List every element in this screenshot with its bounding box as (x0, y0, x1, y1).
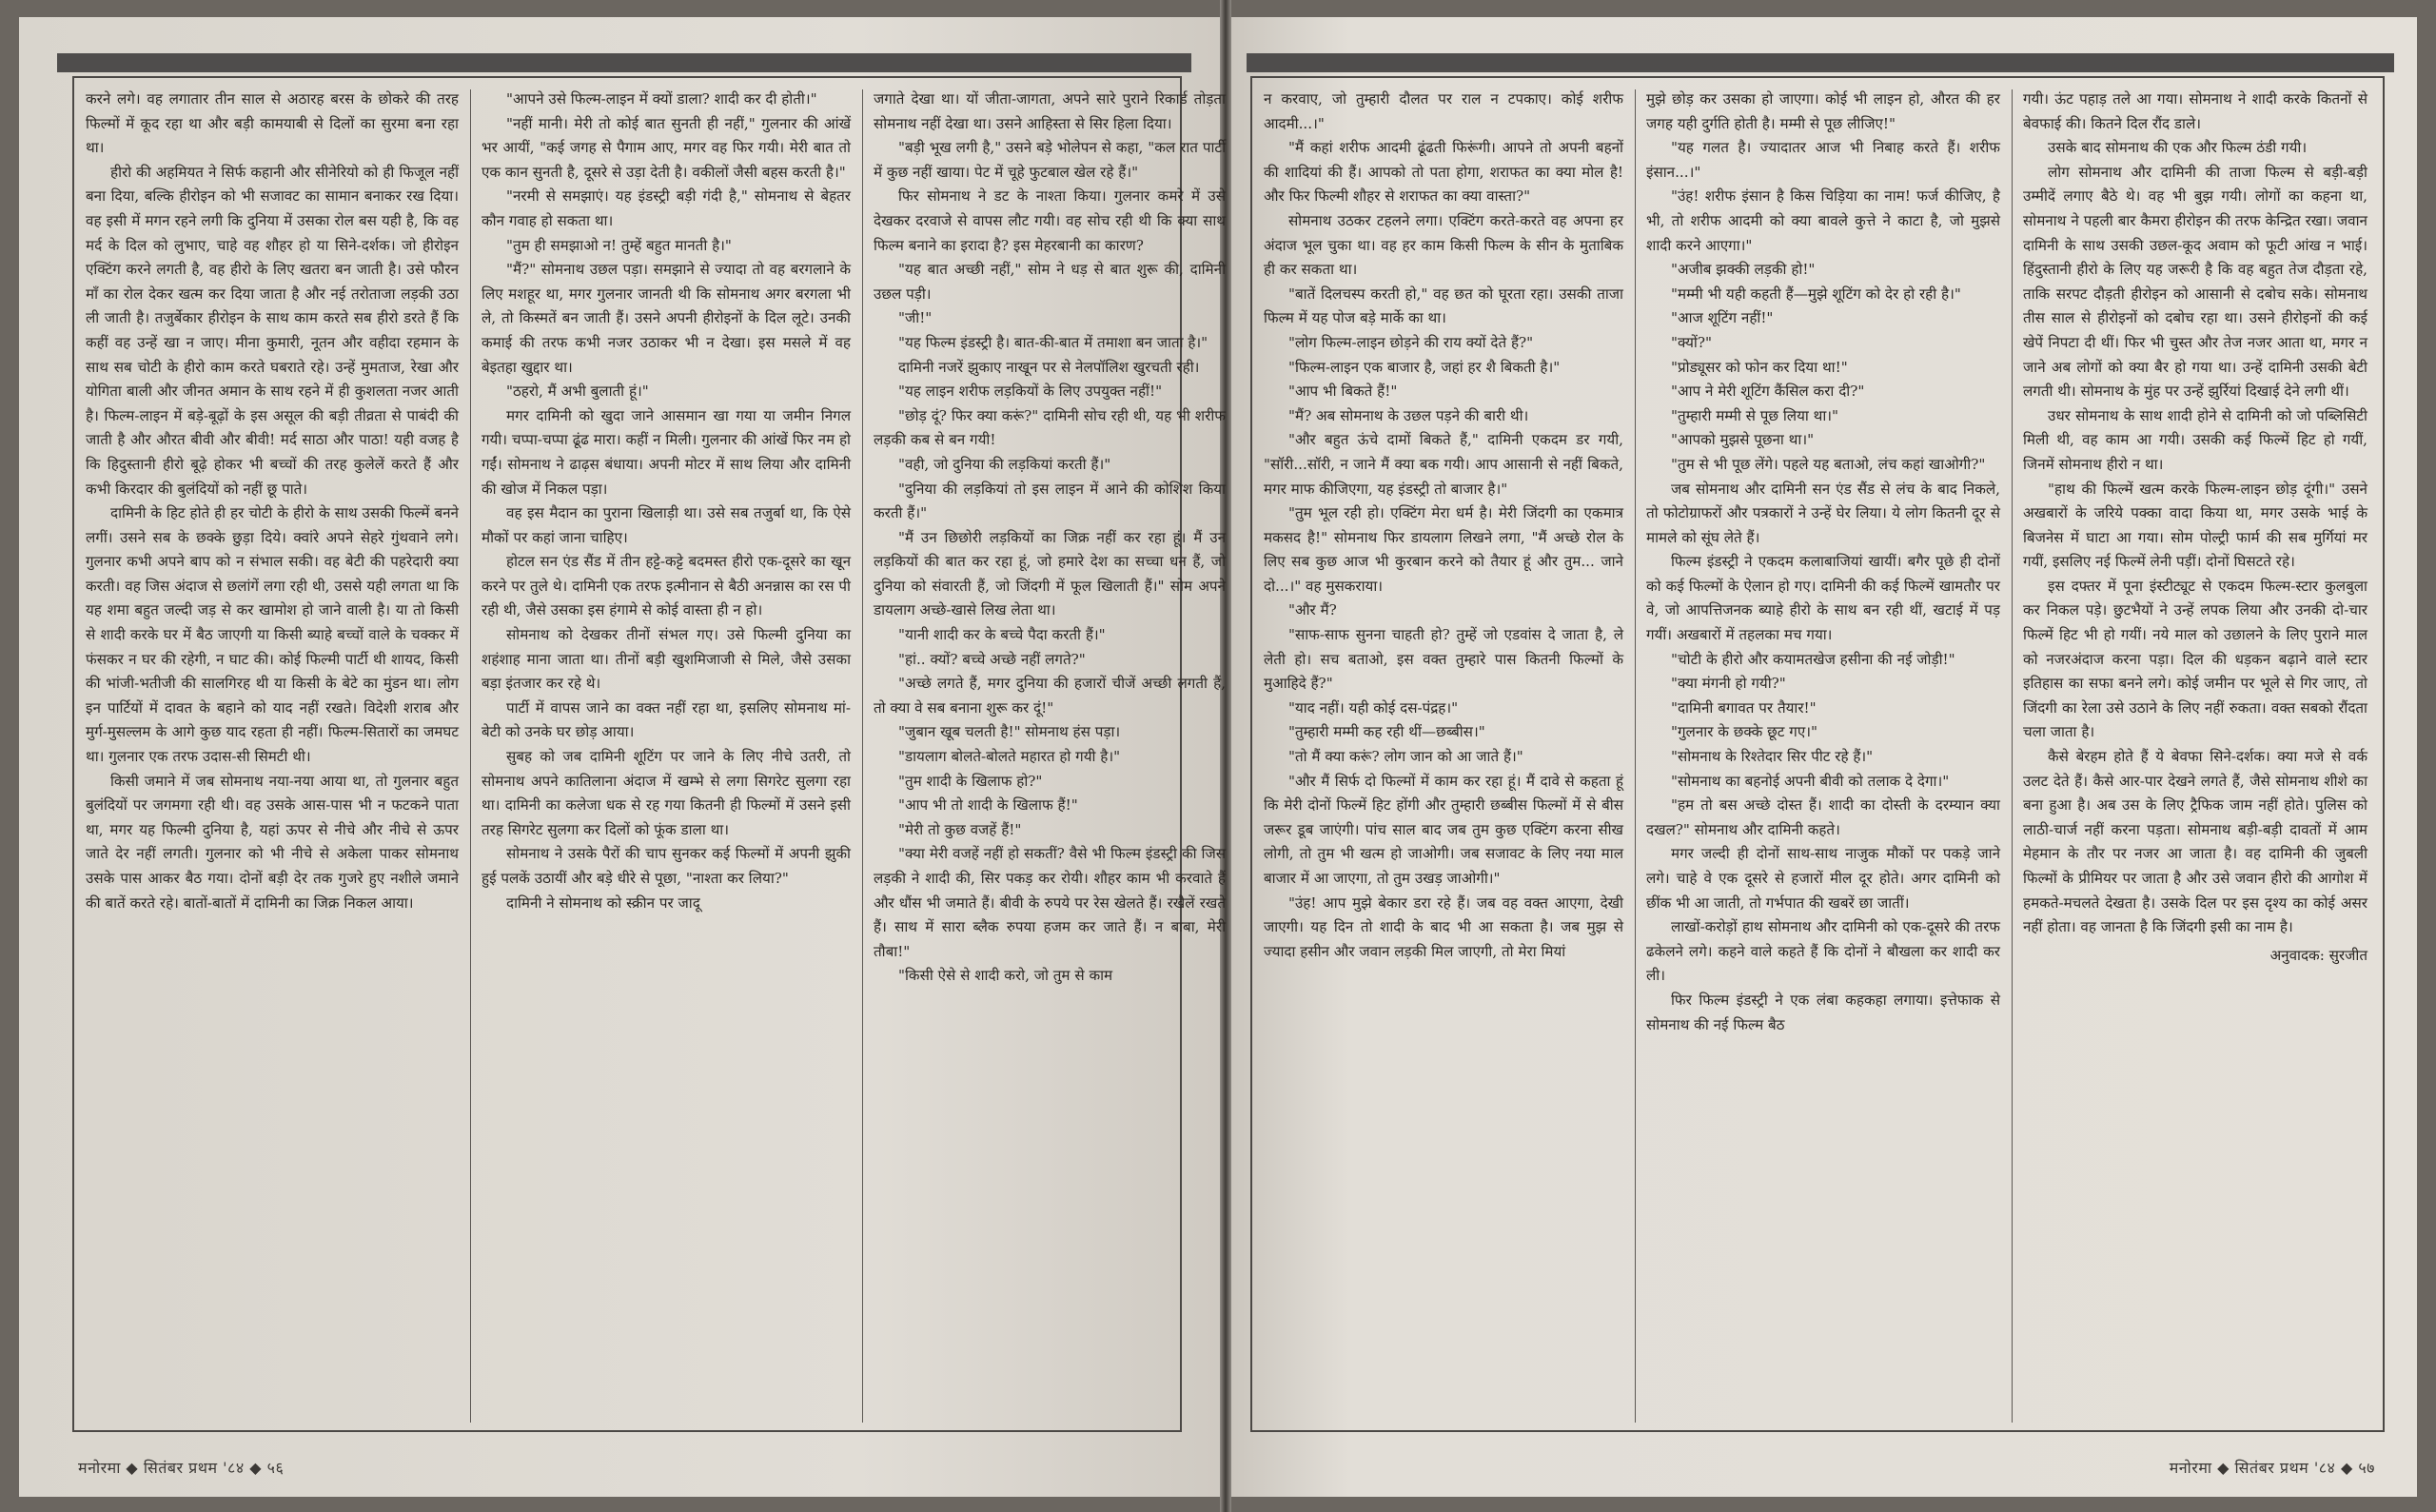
paragraph: जगाते देखा था। यों जीता-जागता, अपने सारे पुराने रिकार्ड तोड़ता सोमनाथ नहीं देखा था। उसने आहिस्ता से सिर हिला दिया। (874, 90, 1226, 132)
left-column-2 (481, 88, 851, 1424)
paragraph: "मैं कहां शरीफ आदमी ढूंढती फिरूंगी। आपने तो अपनी बहनों की शादियां की हैं। आपको तो पता होगा, शराफत का क्या मोल है! और फिर फिल्मी शौहर से शराफत का क्या वास्ता?" (1264, 139, 1623, 206)
paragraph: कैसे बेरहम होते हैं ये बेवफा सिने-दर्शक। क्या मजे से वर्क उलट देते हैं। कैसे आर-पार देखने लगते हैं, जैसे सोमनाथ शीशे का बना हुआ है। अब उस के लिए ट्रैफिक जाम नहीं होते। पुलिस को लाठी-चार्ज नहीं करना पड़ता। सोमनाथ बड़ी-बड़ी दावतों में आम मेहमान के तौर पर नजर आ जाता है। वह दामिनी की जुबली फिल्मों के प्रीमियर पर जाता है और उसे जवान हीरो की आगोश में हमकते-मचलते देखता है। उसके दिल पर इस दृश्य का कोई असर नहीं होता। वह जानता है कि जिंदगी इसी का नाम है। (2023, 748, 2367, 936)
right-page (1231, 17, 2417, 1497)
translator-credit: अनुवादक: सुरजीत (2269, 946, 2367, 964)
paragraph: "हाथ की फिल्में खत्म करके फिल्म-लाइन छोड़ दूंगी।" उसने अखबारों के जरिये पक्का वादा किया था, मगर उसके भाई के बिजनेस में घाटा आ गया। सोम पोल्ट्री फार्म की सब मुर्गियां मर गयीं, इसलिए नई फिल्में लेनी पड़ीं। दोनों घिसटते रहे। (2023, 480, 2367, 571)
paragraph: मुझे छोड़ कर उसका हो जाएगा। कोई भी लाइन हो, औरत की हर जगह यही दुर्गति होती है। मम्मी से पूछ लीजिए!" (1646, 90, 2000, 132)
paragraph: "नहीं मानी। मेरी तो कोई बात सुनती ही नहीं," गुलनार की आंखें भर आयीं, "कई जगह से पैगाम आए, मगर वह फिर गयी। मेरी बात तो एक कान सुनती है, दूसरे से उड़ा देती है। वकीलों जैसी बहस करती है।" (481, 114, 851, 181)
paragraph: "यह बात अच्छी नहीं," सोम ने धड़ से बात शुरू की, दामिनी उछल पड़ी। (874, 261, 1226, 303)
paragraph: "याद नहीं। यही कोई दस-पंद्रह।" (1288, 698, 1459, 717)
paragraph: "आप भी बिकते हैं!" (1288, 383, 1398, 401)
paragraph: सोमनाथ उठकर टहलने लगा। एक्टिंग करते-करते वह अपना हर अंदाज भूल चुका था। वह हर काम किसी फिल्म के सीन के मुताबिक ही कर सकता था। (1264, 211, 1623, 279)
left-page (19, 17, 1226, 1497)
paragraph: "तो मैं क्या करूं? लोग जान को आ जाते हैं।" (1288, 748, 1523, 766)
left-header-band (57, 53, 1191, 72)
paragraph: "डायलाग बोलते-बोलते महारत हो गयी है।" (898, 748, 1121, 766)
paragraph: "बातें दिलचस्प करती हो," वह छत को घूरता रहा। उसकी ताजा फिल्म में यह पोज बड़े मार्के का था। (1264, 285, 1623, 327)
column-divider (470, 89, 471, 1423)
paragraph: "हम तो बस अच्छे दोस्त हैं। शादी का दोस्ती के दरम्यान क्या दखल?" सोमनाथ और दामिनी कहते। (1646, 796, 2000, 838)
paragraph: "आप भी तो शादी के खिलाफ हैं!" (898, 796, 1078, 815)
right-folio: मनोरमा ◆ सितंबर प्रथम '८४ ◆ ५७ (2169, 1459, 2375, 1477)
paragraph: उधर सोमनाथ के साथ शादी होने से दामिनी को जो पब्लिसिटी मिली थी, वह काम आ गयी। उसकी कई फिल्में हिट हो गयीं, जिनमें सोमनाथ हीरो न था। (2023, 406, 2367, 473)
right-column-1 (1264, 88, 1623, 1424)
paragraph: "आपने उसे फिल्म-लाइन में क्यों डाला? शादी कर दी होती।" (506, 90, 817, 108)
paragraph: "मम्मी भी यही कहती हैं—मुझे शूटिंग को देर हो रही है।" (1671, 285, 1961, 303)
paragraph: करने लगे। वह लगातार तीन साल से अठारह बरस के छोकरे की तरह फिल्मों में कूद रहा था और बड़ी कामयाबी से दिलों का सुरमा बना रहा था। (86, 90, 459, 157)
paragraph: फिर सोमनाथ ने डट के नाश्ता किया। गुलनार कमरे में उसे देखकर दरवाजे से वापस लौट गयी। वह सोच रही थी कि क्या साथ फिल्म बनाने का इरादा है? इस मेहरबानी का कारण? (874, 187, 1226, 254)
paragraph: "यह गलत है। ज्यादातर आज भी निबाह करते हैं। शरीफ इंसान...।" (1646, 139, 2000, 181)
paragraph: सोमनाथ ने उसके पैरों की चाप सुनकर कई फिल्मों में अपनी झुकी हुई पलकें उठायीं और बड़े धीरे से पूछा, "नाश्ता कर लिया?" (481, 845, 851, 887)
paragraph: "और बहुत ऊंचे दामों बिकते हैं," दामिनी एकदम डर गयी, "सॉरी...सॉरी, न जाने मैं क्या बक गयी। आप आसानी से नहीं बिकते, मगर माफ कीजिएगा, यह इंडस्ट्री तो बाजार है।" (1264, 431, 1623, 498)
column-divider (862, 89, 863, 1423)
paragraph: "वही, जो दुनिया की लड़कियां करती हैं।" (898, 455, 1111, 473)
paragraph: "गुलनार के छक्के छूट गए।" (1671, 723, 1817, 741)
paragraph: "मैं?" सोमनाथ उछल पड़ा। समझाने से ज्यादा तो वह बरगलाने के लिए मशहूर था, मगर गुलनार जानती थी कि सोमनाथ अगर बरगला भी ले, तो किस्मतें बन जाती हैं। उसने अपनी हीरोइनों के दिल लूटे। उनकी कमाई की तरफ कभी नजर उठाकर भी न देखा। इस मसले में वह बेइतहा खुद्दार था। (481, 261, 851, 376)
paragraph: "यानी शादी कर के बच्चे पैदा करती हैं।" (898, 626, 1106, 644)
column-divider (1635, 89, 1636, 1423)
paragraph: "ठहरो, मैं अभी बुलाती हूं।" (506, 383, 649, 401)
paragraph: "यह लाइन शरीफ लड़कियों के लिए उपयुक्त नहीं!" (898, 383, 1163, 401)
left-text-frame (72, 76, 1226, 1432)
paragraph: "अजीब झक्की लड़की हो!" (1671, 261, 1816, 279)
paragraph: "हां.. क्यों? बच्चे अच्छे नहीं लगते?" (898, 650, 1086, 668)
paragraph: "यह फिल्म इंडस्ट्री है। बात-की-बात में तमाशा बन जाता है।" (898, 333, 1208, 351)
paragraph: "सोमनाथ के रिश्तेदार सिर पीट रहे हैं।" (1671, 748, 1874, 766)
paragraph: "और मैं? (1288, 601, 1337, 619)
paragraph: "क्या मंगनी हो गयी?" (1671, 675, 1786, 693)
paragraph: "आपको मुझसे पूछना था।" (1671, 431, 1815, 449)
paragraph: दामिनी के हिट होते ही हर चोटी के हीरो के साथ उसकी फिल्में बनने लगीं। उसने सब के छक्के छुड़ा दिये। क्वांरे अपने सेहरे गुंथवाने लगे। गुलनार कभी अपने बाप को न संभाल सकी। वह बेटी की पहरेदारी क्या करती। वह जिस अंदाज से छलांगें लगा रही थी, उससे यही लगता था कि यह शमा बहुत जल्दी जड़ से कर खामोश हो जाने वाली है। या तो किसी से शादी करके घर में बैठ जाएगी या किसी ब्याहे बच्चों वाले के चक्कर में फंसकर न घर की रहेगी, न घाट की। कोई फिल्मी पार्टी थी शायद, किसी की भांजी-भतीजी की सालगिरह थी या किसी के बेटे का मुंडन था। लोग इन पार्टियों में दावत के बहाने को याद नहीं रखते। विदेशी शराब और मुर्ग-मुसल्लम के आगे कुछ याद रहता ही नहीं। फिल्म-सितारों का जमघट था। गुलनार एक तरफ उदास-सी सिमटी थी। (86, 504, 459, 766)
paragraph: जब सोमनाथ और दामिनी सन एंड सैंड से लंच के बाद निकले, तो फोटोग्राफरों और पत्रकारों ने उन्हें घेर लिया। ये लोग कितनी दूर से मामले को सूंघ लेते हैं। (1646, 480, 2000, 546)
paragraph: न करवाए, जो तुम्हारी दौलत पर राल न टपकाए। कोई शरीफ आदमी...।" (1264, 90, 1623, 132)
paragraph: "जुबान खूब चलती है!" सोमनाथ हंस पड़ा। (898, 723, 1121, 741)
paragraph: सुबह को जब दामिनी शूटिंग पर जाने के लिए नीचे उतरी, तो सोमनाथ अपने कातिलाना अंदाज में खम्भे से लगा सिगरेट सुलगा रहा था। दामिनी का कलेजा धक से रह गया कितनी ही फिल्मों में उसने इसी तरह सिगरेट सुलगा कर दिलों को फूंक डाला था। (481, 748, 851, 838)
left-folio: मनोरमा ◆ सितंबर प्रथम '८४ ◆ ५६ (78, 1459, 285, 1477)
paragraph: उसके बाद सोमनाथ की एक और फिल्म ठंडी गयी। (2048, 139, 2308, 157)
paragraph: "तुम्हारी मम्मी कह रही थीं—छब्बीस।" (1288, 723, 1485, 741)
paragraph: "चोटी के हीरो और कयामतखेज हसीना की नई जोड़ी!" (1671, 650, 1955, 668)
right-header-band (1247, 53, 2394, 72)
paragraph: "मैं उन छिछोरी लड़कियों का जिक्र नहीं कर रहा हूं। मैं उन लड़कियों की बात कर रहा हूं, जो हमारे देश का सच्चा धन हैं, जो दुनिया को संवारती हैं, जो जिंदगी में फूल खिलाती हैं।" सोम अपने डायलाग अच्छे-खासे लिख लेता था। (874, 528, 1226, 619)
paragraph: "तुम भूल रही हो। एक्टिंग मेरा धर्म है। मेरी जिंदगी का एकमात्र मकसद है!" सोमनाथ फिर डायलाग लिखने लगा, "मैं अच्छे रोल के लिए सब कुछ आज भी कुरबान करने को तैयार हूं और तुम... जाने दो...।" वह मुसकराया। (1264, 504, 1623, 595)
paragraph: गयी। ऊंट पहाड़ तले आ गया। सोमनाथ ने शादी करके कितनों से बेवफाई की। कितने दिल रौंद डाले। (2023, 90, 2367, 132)
paragraph: "नरमी से समझाएं। यह इंडस्ट्री बड़ी गंदी है," सोमनाथ से बेहतर कौन गवाह हो सकता था। (481, 187, 851, 229)
paragraph: "क्यों?" (1671, 333, 1712, 351)
paragraph: दामिनी ने सोमनाथ को स्क्रीन पर जादू (506, 893, 700, 912)
right-column-3 (2023, 88, 2367, 1424)
paragraph: "तुम्हारी मम्मी से पूछ लिया था।" (1671, 406, 1839, 424)
paragraph: "सोमनाथ का बहनोई अपनी बीवी को तलाक दे देगा।" (1671, 772, 1950, 790)
paragraph: "क्या मेरी वजहें नहीं हो सकतीं? वैसे भी फिल्म इंडस्ट्री की जिस लड़की ने शादी की, सिर पकड़ कर रोयी। शौहर काम भी करवाते हैं और धौंस भी जमाते हैं। बीवी के रुपये पर रेस खेलते हैं। रखैलें रखते हैं। साथ में सारा ब्लैक रुपया हजम कर जाते हैं। न बाबा, मेरी तौबा!" (874, 845, 1226, 960)
paragraph: "बड़ी भूख लगी है," उसने बड़े भोलेपन से कहा, "कल रात पार्टी में कुछ नहीं खाया। पेट में चूहे फुटबाल खेल रहे हैं।" (874, 139, 1226, 181)
paragraph: होटल सन एंड सैंड में तीन हट्टे-कट्टे बदमस्त हीरो एक-दूसरे का खून करने पर तुले थे। दामिनी एक तरफ इत्मीनान से बैठी अनन्नास का रस पी रही थी, जैसे उसका इस हंगामे से कोई वास्ता ही न हो। (481, 553, 851, 619)
paragraph: "जी!" (898, 309, 933, 327)
right-column-2 (1646, 88, 2000, 1424)
paragraph: "अच्छे लगते हैं, मगर दुनिया की हजारों चीजें अच्छी लगती हैं, तो क्या वे सब बनाना शुरू कर दूं!" (874, 675, 1226, 717)
left-column-3 (874, 88, 1226, 1424)
paragraph: "मेरी तो कुछ वजहें हैं!" (898, 820, 1022, 838)
paragraph: "आप ने मेरी शूटिंग कैंसिल करा दी?" (1671, 383, 1865, 401)
paragraph: पार्टी में वापस जाने का वक्त नहीं रहा था, इसलिए सोमनाथ मां-बेटी को उनके घर छोड़ आया। (481, 698, 851, 741)
paragraph: "उंह! शरीफ इंसान है किस चिड़िया का नाम! फर्ज कीजिए, है भी, तो शरीफ आदमी को क्या बावले कुत्ते ने काटा है, जो मुझसे शादी करने आएगा।" (1646, 187, 2000, 254)
paragraph: दामिनी नजरें झुकाए नाखून पर से नेलपॉलिश खुरचती रही। (898, 358, 1200, 376)
paragraph: "किसी ऐसे से शादी करो, जो तुम से काम (898, 967, 1113, 985)
paragraph: मगर दामिनी को खुदा जाने आसमान खा गया या जमीन निगल गयी। चप्पा-चप्पा ढूंढ मारा। कहीं न मिली। गुलनार की आंखें फिर नम हो गईं। सोमनाथ ने ढाढ़स बंधाया। अपनी मोटर में साथ लिया और दामिनी की खोज में निकल पड़ा। (481, 406, 851, 498)
paragraph: "छोड़ दूं? फिर क्या करूं?" दामिनी सोच रही थी, यह भी शरीफ लड़की कब से बन गयी! (874, 406, 1226, 449)
paragraph: "तुम ही समझाओ न! तुम्हें बहुत मानती है।" (506, 236, 732, 254)
paragraph: "प्रोड्यूसर को फोन कर दिया था!" (1671, 358, 1848, 376)
paragraph: इस दफ्तर में पूना इंस्टीट्यूट से एकदम फिल्म-स्टार कुलबुला कर निकल पड़े। छुटभैयों ने उन्हें लपक लिया और उनकी दो-चार फिल्में हिट भी हो गयीं। नये माल को उछालने के लिए पुराने माल को नजरअंदाज करना पड़ा। दिल की धड़कन बढ़ाने वाले स्टार इतिहास का सफा बनने लगे। कोई जमीन पर भूले से गिर जाए, तो जिंदगी का रेला उसे उठाने के लिए नहीं रुकता। वक्त सबको रौंदता चला जाता है। (2023, 577, 2367, 741)
paragraph: "और मैं सिर्फ दो फिल्मों में काम कर रहा हूं। मैं दावे से कहता हूं कि मेरी दोनों फिल्में हिट होंगी और तुम्हारी छब्बीस फिल्मों में से बीस जरूर डूब जाएंगी। पांच साल बाद जब तुम कुछ एक्टिंग करना सीख लोगी, तो तुम भी खत्म हो जाओगी। जब सजावट के लिए नया माल बाजार में आ जाएगा, तो तुम उखड़ जाओगी।" (1264, 772, 1623, 887)
paragraph: मगर जल्दी ही दोनों साथ-साथ नाजुक मौकों पर पकड़े जाने लगे। चाहे वे एक दूसरे से हजारों मील दूर होते। अगर दामिनी को छींक भी आ जाती, तो गर्भपात की खबरें छा जातीं। (1646, 845, 2000, 912)
paragraph: "दामिनी बगावत पर तैयार!" (1671, 698, 1817, 717)
paragraph: "तुम से भी पूछ लेंगे। पहले यह बताओ, लंच कहां खाओगी?" (1671, 455, 1986, 473)
paragraph: "तुम शादी के खिलाफ हो?" (898, 772, 1043, 790)
paragraph: फिर फिल्म इंडस्ट्री ने एक लंबा कहकहा लगाया। इत्तेफाक से सोमनाथ की नई फिल्म बैठ (1646, 991, 2000, 1033)
paragraph: "साफ-साफ सुनना चाहती हो? तुम्हें जो एडवांस दे जाता है, ले लेती हो। सच बताओ, इस वक्त तुम्हारे पास कितनी फिल्मों के मुआहिदे हैं?" (1264, 626, 1623, 693)
paragraph: "उंह! आप मुझे बेकार डरा रहे हैं। जब वह वक्त आएगा, देखी जाएगी। यह दिन तो शादी के बाद भी आ सकता है। जब मुझ से ज्यादा हसीन और जवान लड़की मिल जाएगी, तो मेरा मियां (1264, 893, 1623, 960)
right-text-frame (1250, 76, 2385, 1432)
paragraph: "दुनिया की लड़कियां तो इस लाइन में आने की कोशिश किया करती हैं।" (874, 480, 1226, 522)
column-divider (2012, 89, 2013, 1423)
paragraph: फिल्म इंडस्ट्री ने एकदम कलाबाजियां खायीं। बगैर पूछे ही दोनों को कई फिल्मों के ऐलान हो गए। दामिनी की कई फिल्में खामतौर पर वे, जो आपत्तिजनक ब्याहे हीरो के साथ बन रही थीं, खटाई में पड़ गयीं। अखबारों में तहलका मच गया। (1646, 553, 2000, 644)
paragraph: हीरो की अहमियत ने सिर्फ कहानी और सीनेरियो को ही फिजूल नहीं बना दिया, बल्कि हीरोइन को भी सजावट का सामान बनाकर रख दिया। वह इसी में मगन रहने लगी कि दुनिया में उसका रोल बस यही है, कि वह मर्द के दिल को लुभाए, चाहे वह शौहर हो या सिने-दर्शक। जो हीरोइन एक्टिंग करने लगती है, वह हीरो के लिए खतरा बन जाती है। उसे फौरन माँ का रोल देकर खत्म कर दिया जाता है और नई तरोताजा लड़की उठा ली जाती है। तजुर्बेकार हीरोइन के साथ काम करते सब हीरो डरते हैं कि कहीं वह उन्हें खा न जाए। मीना कुमारी, नूतन और वहीदा रहमान के साथ सब चोटी के हीरो काम करते घबराते रहे। उन्हें मुमताज, रेखा और योगिता बाली और जीनत अमान के साथ रहने में ही कुशलता नजर आती है। फिल्म-लाइन में बड़े-बूढ़ों के इस असूल की बड़ी तीव्रता से पाबंदी की जाती है और औरत बीवी और बीवी! मर्द साठा और पाठा! यही वजह है कि हिदुस्तानी हीरो बूढ़े होकर भी बच्चों की तरह कुलेलें करते हैं और कभी किरदार की बुलंदियों को नहीं छू पाते। (86, 163, 459, 498)
paragraph: "मैं? अब सोमनाथ के उछल पड़ने की बारी थी। (1288, 406, 1529, 424)
paragraph: लाखों-करोड़ों हाथ सोमनाथ और दामिनी को एक-दूसरे की तरफ ढकेलने लगे। कहने वाले कहते हैं कि दोनों ने बौखला कर शादी कर ली। (1646, 918, 2000, 985)
paragraph: "फिल्म-लाइन एक बाजार है, जहां हर शै बिकती है।" (1288, 358, 1561, 376)
paragraph: वह इस मैदान का पुराना खिलाड़ी था। उसे सब तजुर्बा था, कि ऐसे मौकों पर कहां जाना चाहिए। (481, 504, 851, 546)
paragraph: "आज शूटिंग नहीं!" (1671, 309, 1774, 327)
paragraph: सोमनाथ को देखकर तीनों संभल गए। उसे फिल्मी दुनिया का शहंशाह माना जाता था। तीनों बड़ी खुशमिजाजी से मिले, जैसे उसका बड़ा इंतजार कर रहे थे। (481, 626, 851, 693)
paragraph: "लोग फिल्म-लाइन छोड़ने की राय क्यों देते हैं?" (1288, 333, 1534, 351)
paragraph: लोग सोमनाथ और दामिनी की ताजा फिल्म से बड़ी-बड़ी उम्मीदें लगाए बैठे थे। वह भी बुझ गयी। लोगों का कहना था, सोमनाथ ने पहली बार कैमरा हीरोइन की तरफ केन्द्रित रखा। जवान दामिनी के साथ उसकी उछल-कूद अवाम को फूटी आंख न भाई। हिंदुस्तानी हीरो के लिए यह जरूरी है कि वह बहुत तेज दौड़ता रहे, ताकि सरपट दौड़ती हीरोइन को आसानी से दबोच सके। सोमनाथ तीस साल से हीरोइनों को दबोच रहा था। उसने हीरोइनों की कई खेपें निपटा दी थीं। फिर भी चुस्त और तेज नजर आता था, मगर न जाने अब लोगों को क्या बैर हो गया था। उन्हें दामिनी उसकी बेटी लगती थी। सोमनाथ के मुंह पर उन्हें झुर्रियां दिखाई देने लगी थीं। (2023, 163, 2367, 401)
left-column-1 (86, 88, 459, 1424)
paragraph: किसी जमाने में जब सोमनाथ नया-नया आया था, तो गुलनार बहुत बुलंदियों पर जगमगा रही थी। वह उसके आस-पास भी न फटकने पाता था, मगर यह फिल्मी दुनिया है, यहां ऊपर से नीचे और नीचे से ऊपर जाते देर नहीं लगती। गुलनार को भी नीचे से अकेला पाकर सोमनाथ उसके पास आकर बैठ गया। दोनों बड़ी देर तक गुजरे हुए नशीले जमाने की बातें करते रहे। बातों-बातों में दामिनी का जिक्र निकल आया। (86, 772, 459, 912)
